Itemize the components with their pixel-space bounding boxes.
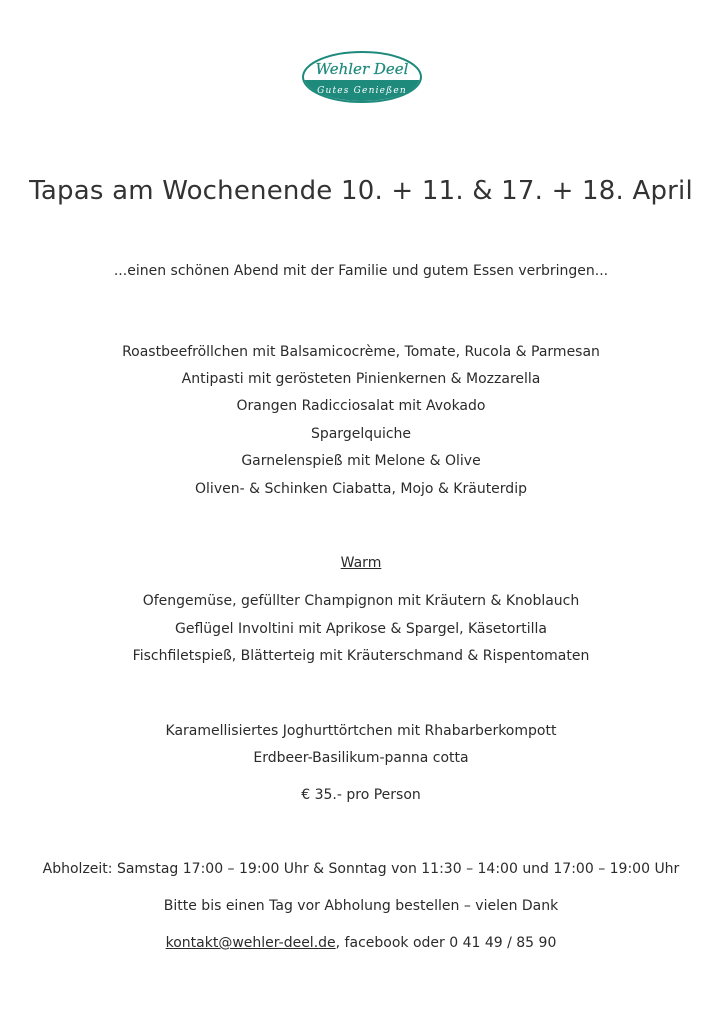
contact-line	[0, 934, 722, 952]
menu-item: Erdbeer-Basilikum-panna cotta	[253, 750, 469, 766]
logo-tagline: Gutes Genießen	[317, 86, 407, 96]
price: € 35.- pro Person	[301, 787, 421, 803]
page-title: Tapas am Wochenende 10. + 11. & 17. + 18. April	[29, 176, 693, 206]
warm-heading: Warm	[340, 555, 382, 571]
menu-item: Spargelquiche	[310, 426, 412, 442]
menu-item: Ofengemüse, gefüllter Champignon mit Kräutern & Knoblauch	[142, 593, 580, 609]
email-link[interactable]: kontakt@wehler-deel.de	[165, 935, 336, 951]
menu-item: Orangen Radicciosalat mit Avokado	[236, 398, 486, 414]
pickup-times: Abholzeit: Samstag 17:00 – 19:00 Uhr & Sonntag von 11:30 – 14:00 und 17:00 – 19:00 Uhr	[42, 861, 680, 877]
menu-item: Roastbeefröllchen mit Balsamicocrème, Tomate, Rucola & Parmesan	[122, 344, 600, 360]
order-note: Bitte bis einen Tag vor Abholung bestellen – vielen Dank	[163, 898, 559, 914]
warm-heading-row	[0, 554, 722, 572]
logo-name: Wehler Deel	[315, 60, 409, 78]
subtitle: ...einen schönen Abend mit der Familie und gutem Essen verbringen...	[113, 263, 609, 279]
menu-item: Garnelenspieß mit Melone & Olive	[241, 453, 481, 469]
menu-item: Karamellisiertes Joghurttörtchen mit Rhabarberkompott	[165, 723, 557, 739]
contact-rest: , facebook oder 0 41 49 / 85 90	[335, 935, 557, 951]
menu-item: Antipasti mit gerösteten Pinienkernen & Mozzarella	[181, 371, 541, 387]
wehler-deel-logo	[301, 50, 423, 104]
menu-item: Geflügel Involtini mit Aprikose & Spargel, Käsetortilla	[175, 621, 547, 637]
menu-item: Fischfiletspieß, Blätterteig mit Kräuterschmand & Rispentomaten	[132, 648, 590, 664]
menu-item: Oliven- & Schinken Ciabatta, Mojo & Kräuterdip	[195, 481, 527, 497]
